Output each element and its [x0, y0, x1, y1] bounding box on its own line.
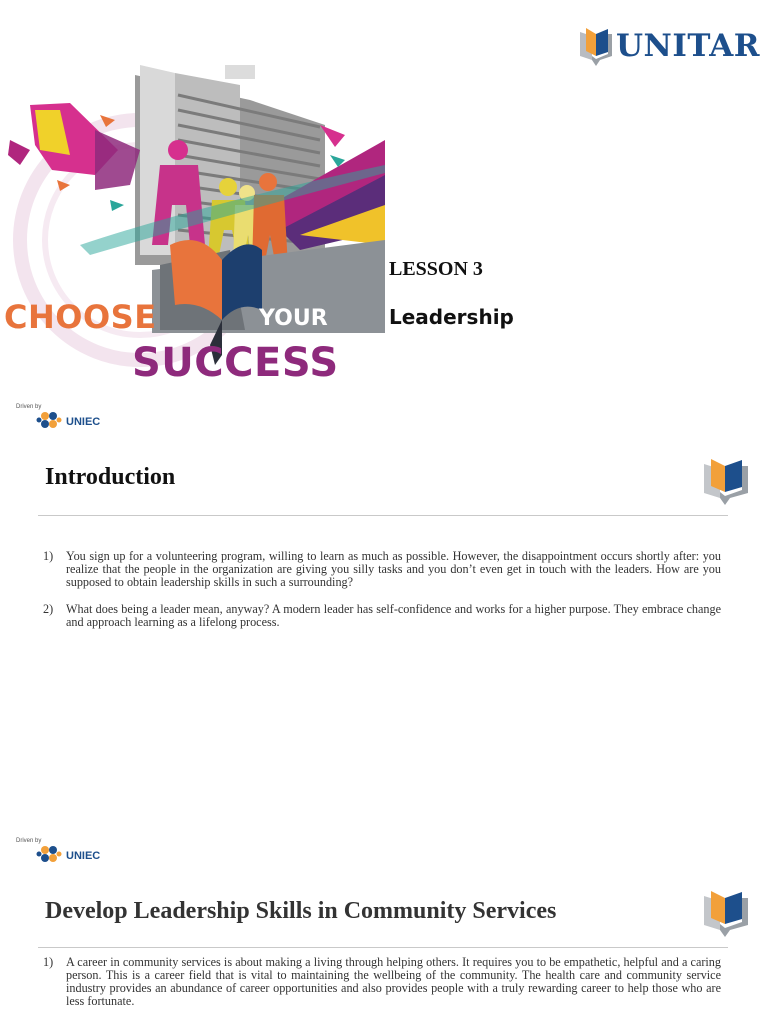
- uniec-wordmark: UNIEC: [66, 416, 101, 428]
- lesson-title: Leadership: [389, 305, 514, 329]
- list-item-number: 1): [43, 955, 54, 969]
- introduction-heading: Introduction: [45, 464, 176, 490]
- list-item: [43, 603, 721, 631]
- uniec-wordmark: UNIEC: [66, 850, 101, 862]
- list-item-number: 1): [43, 549, 54, 563]
- tagline-your: YOUR: [259, 306, 328, 331]
- community-heading: Develop Leadership Skills in Community Services: [45, 898, 557, 924]
- list-item-text: A career in community services is about making a living through helping others. It requires you to be empathetic, helpful and a caring person. This is a career field that is vital to maintaining the wellbeing of the community. The health care and community service industry provides an abundance of career opportunities and also provides people with a truly rewarding career to help those who are less fortunate.: [66, 955, 721, 1008]
- driven-by-label: Driven by: [16, 838, 42, 844]
- lesson-number: LESSON 3: [389, 258, 483, 280]
- heading-divider: [38, 947, 728, 948]
- uniec-mark-icon: [36, 844, 64, 864]
- unitar-wordmark: UNITAR: [616, 28, 761, 64]
- unitar-book-icon: [700, 456, 752, 506]
- driven-by-label: Driven by: [16, 404, 42, 410]
- list-item-text: You sign up for a volunteering program, willing to learn as much as possible. However, the disappointment occurs shortly after: you realize that the people in the organization are giving you silly tasks and you don’t even get in touch with the leaders. How are you supposed to obtain leadership skills in such a surrounding?: [66, 549, 721, 589]
- unitar-book-icon: [578, 26, 614, 68]
- list-item: [43, 956, 721, 1012]
- list-item: [43, 550, 721, 590]
- unitar-logo: [578, 26, 761, 70]
- tagline-success: SUCCESS: [132, 340, 339, 386]
- heading-divider: [38, 515, 728, 516]
- uniec-mark-icon: [36, 410, 64, 430]
- driven-by-uniec-logo: [14, 838, 114, 866]
- driven-by-uniec-logo: [14, 404, 114, 432]
- list-item-text: What does being a leader mean, anyway? A modern leader has self-confidence and works for a higher purpose. They embrace change and approach learning as a lifelong process.: [66, 602, 721, 629]
- unitar-book-icon: [700, 888, 752, 938]
- list-item-number: 2): [43, 602, 54, 616]
- tagline-choose: CHOOSE: [4, 298, 157, 336]
